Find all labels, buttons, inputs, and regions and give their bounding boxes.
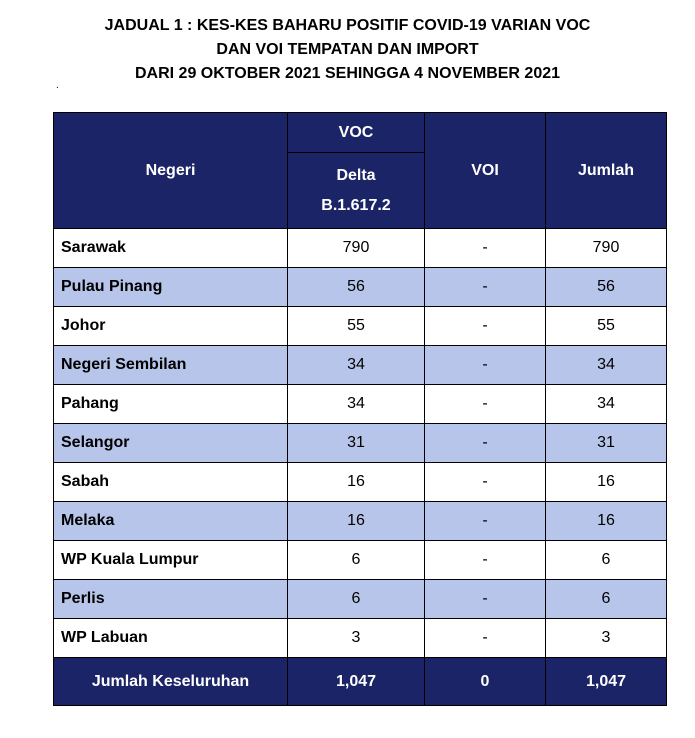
table-row [54, 307, 667, 346]
delta-cell: 6 [288, 541, 425, 580]
voi-cell: - [425, 229, 546, 268]
state-cell: Pulau Pinang [54, 268, 288, 307]
header-voi: VOI [425, 113, 546, 229]
header-negeri: Negeri [54, 113, 288, 229]
voi-cell: - [425, 307, 546, 346]
delta-cell: 3 [288, 619, 425, 658]
delta-cell: 34 [288, 346, 425, 385]
table-row [54, 385, 667, 424]
delta-cell: 16 [288, 502, 425, 541]
state-cell: Melaka [54, 502, 288, 541]
voi-cell: - [425, 580, 546, 619]
table-row [54, 346, 667, 385]
table-row [54, 502, 667, 541]
total-row [54, 658, 667, 706]
header-delta-line-1: Delta [336, 166, 376, 184]
state-cell: Sarawak [54, 229, 288, 268]
state-cell: Perlis [54, 580, 288, 619]
delta-cell: 31 [288, 424, 425, 463]
total-voi: 0 [425, 658, 546, 706]
header-jumlah: Jumlah [546, 113, 667, 229]
total-jumlah: 1,047 [546, 658, 667, 706]
header-delta [288, 153, 425, 229]
jumlah-cell: 3 [546, 619, 667, 658]
jumlah-cell: 56 [546, 268, 667, 307]
table-row [54, 619, 667, 658]
voi-cell: - [425, 424, 546, 463]
delta-cell: 55 [288, 307, 425, 346]
jumlah-cell: 6 [546, 580, 667, 619]
state-cell: Sabah [54, 463, 288, 502]
voi-cell: - [425, 619, 546, 658]
state-cell: Negeri Sembilan [54, 346, 288, 385]
voi-cell: - [425, 463, 546, 502]
delta-cell: 790 [288, 229, 425, 268]
header-delta-line-2: B.1.617.2 [321, 196, 391, 214]
table-row [54, 268, 667, 307]
delta-cell: 16 [288, 463, 425, 502]
total-delta: 1,047 [288, 658, 425, 706]
table-row [54, 229, 667, 268]
table-row [54, 463, 667, 502]
jumlah-cell: 34 [546, 385, 667, 424]
header-voc: VOC [288, 113, 425, 153]
delta-cell: 56 [288, 268, 425, 307]
title-line-2: DAN VOI TEMPATAN DAN IMPORT [216, 41, 479, 58]
delta-cell: 34 [288, 385, 425, 424]
voi-cell: - [425, 268, 546, 307]
table-row [54, 541, 667, 580]
table-row [54, 580, 667, 619]
jumlah-cell: 55 [546, 307, 667, 346]
state-cell: WP Kuala Lumpur [54, 541, 288, 580]
jumlah-cell: 16 [546, 502, 667, 541]
state-cell: Johor [54, 307, 288, 346]
stray-dot: . [56, 80, 59, 91]
title-line-1: JADUAL 1 : KES-KES BAHARU POSITIF COVID-19 VARIAN VOC [104, 17, 591, 34]
state-cell: Pahang [54, 385, 288, 424]
table-row [54, 424, 667, 463]
document-title [0, 14, 695, 86]
voi-cell: - [425, 385, 546, 424]
jumlah-cell: 790 [546, 229, 667, 268]
voi-cell: - [425, 502, 546, 541]
delta-cell: 6 [288, 580, 425, 619]
state-cell: WP Labuan [54, 619, 288, 658]
jumlah-cell: 6 [546, 541, 667, 580]
state-cell: Selangor [54, 424, 288, 463]
variant-cases-table [53, 112, 667, 706]
voi-cell: - [425, 346, 546, 385]
voi-cell: - [425, 541, 546, 580]
total-label: Jumlah Keseluruhan [54, 658, 288, 706]
jumlah-cell: 34 [546, 346, 667, 385]
jumlah-cell: 31 [546, 424, 667, 463]
jumlah-cell: 16 [546, 463, 667, 502]
title-line-3: DARI 29 OKTOBER 2021 SEHINGGA 4 NOVEMBER 2021 [134, 65, 561, 82]
